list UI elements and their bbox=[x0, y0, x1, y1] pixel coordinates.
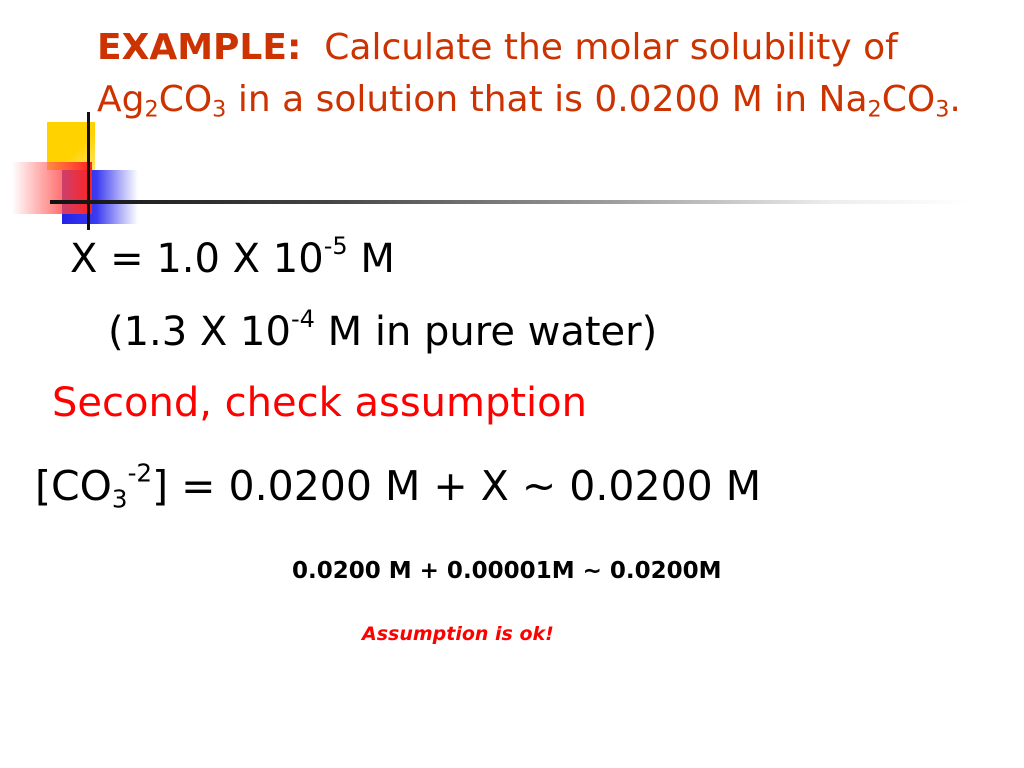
title-label: EXAMPLE: bbox=[97, 27, 302, 68]
comparison-exponent: -4 bbox=[290, 305, 315, 333]
pure-water-comparison-line bbox=[108, 305, 658, 355]
carbonate-concentration-equation bbox=[35, 458, 762, 514]
title-underline-rule bbox=[50, 200, 970, 204]
decorative-red-gradient bbox=[12, 162, 92, 214]
comparison-text: (1.3 X 10 bbox=[108, 309, 291, 355]
comparison-suffix: M in pure water) bbox=[314, 309, 658, 355]
title-text-part1: Calculate the molar solubility of Ag bbox=[97, 27, 898, 120]
equation-subscript: 3 bbox=[111, 484, 128, 514]
solubility-result-line bbox=[70, 232, 395, 282]
equation-bracket-species: [CO bbox=[35, 462, 112, 510]
slide-title bbox=[97, 22, 977, 126]
numeric-check-line: 0.0200 M + 0.00001M ~ 0.0200M bbox=[292, 558, 722, 584]
title-text-part2: CO bbox=[158, 79, 213, 120]
result-unit: M bbox=[347, 236, 395, 282]
equation-rest: ] = 0.0200 M + X ~ 0.0200 M bbox=[152, 462, 762, 510]
title-subscript-3: 2 bbox=[867, 96, 882, 123]
title-text-part3: in a solution that is 0.0200 M in Na bbox=[226, 79, 868, 120]
result-text: X = 1.0 X 10 bbox=[70, 236, 324, 282]
title-subscript-2: 3 bbox=[212, 96, 227, 123]
equation-charge: -2 bbox=[127, 458, 153, 488]
check-assumption-heading: Second, check assumption bbox=[52, 380, 587, 426]
title-text-part4: CO bbox=[881, 79, 936, 120]
assumption-ok-note: Assumption is ok! bbox=[362, 623, 554, 645]
title-subscript-1: 2 bbox=[144, 96, 159, 123]
title-text-part5: . bbox=[949, 79, 961, 120]
title-subscript-4: 3 bbox=[935, 96, 950, 123]
result-exponent: -5 bbox=[323, 232, 348, 260]
decorative-vertical-line bbox=[87, 112, 90, 230]
